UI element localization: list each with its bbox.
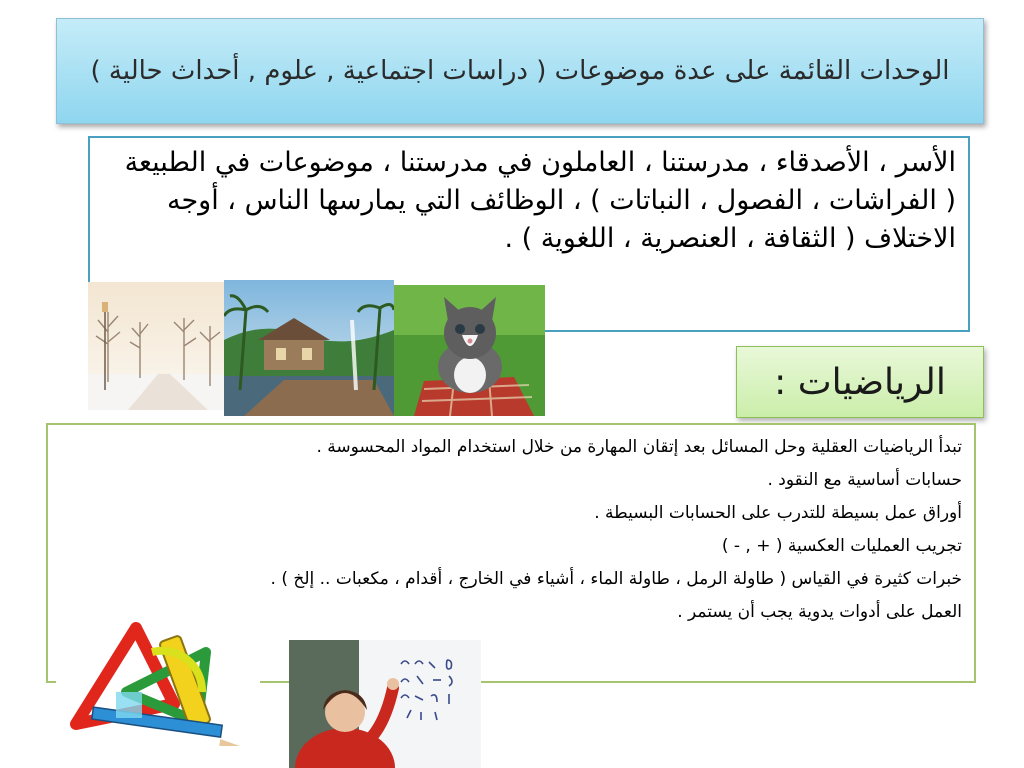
math-line: حسابات أساسية مع النقود . [767, 470, 962, 490]
math-heading-box [736, 346, 984, 418]
slide-title-box [56, 18, 984, 124]
math-line: أوراق عمل بسيطة للتدرب على الحسابات البسيطة . [594, 503, 962, 523]
math-heading: الرياضيات : [774, 361, 946, 403]
math-line: تبدأ الرياضيات العقلية وحل المسائل بعد إتقان المهارة من خلال استخدام المواد المحسوسة . [316, 437, 962, 457]
topics-text: الأسر ، الأصدقاء ، مدرستنا ، العاملون في مدرستنا ، موضوعات في الطبيعة ( الفراشات ، الفصول ، النباتات ) ، الوظائف التي يمارسها الناس ، أوجه الاختلاف ( الثقافة ، العنصرية ، اللغوية ) . [124, 147, 956, 254]
girl-at-whiteboard-photo [289, 640, 481, 768]
math-line: العمل على أدوات يدوية يجب أن يستمر . [677, 602, 962, 622]
math-list [62, 431, 962, 629]
geometry-tools-clipart [56, 612, 260, 746]
slide-title: الوحدات القائمة على عدة موضوعات ( دراسات اجتماعية , علوم , أحداث حالية ) [90, 56, 950, 86]
math-line: خبرات كثيرة في القياس ( طاولة الرمل ، طاولة الماء ، أشياء في الخارج ، أقدام ، مكعبات .. إلخ ) . [270, 569, 962, 589]
winter-trees-photo [88, 282, 224, 410]
kitten-photo [394, 285, 545, 416]
tropical-resort-photo [224, 280, 394, 416]
math-line: تجريب العمليات العكسية ( + , - ) [721, 536, 962, 556]
